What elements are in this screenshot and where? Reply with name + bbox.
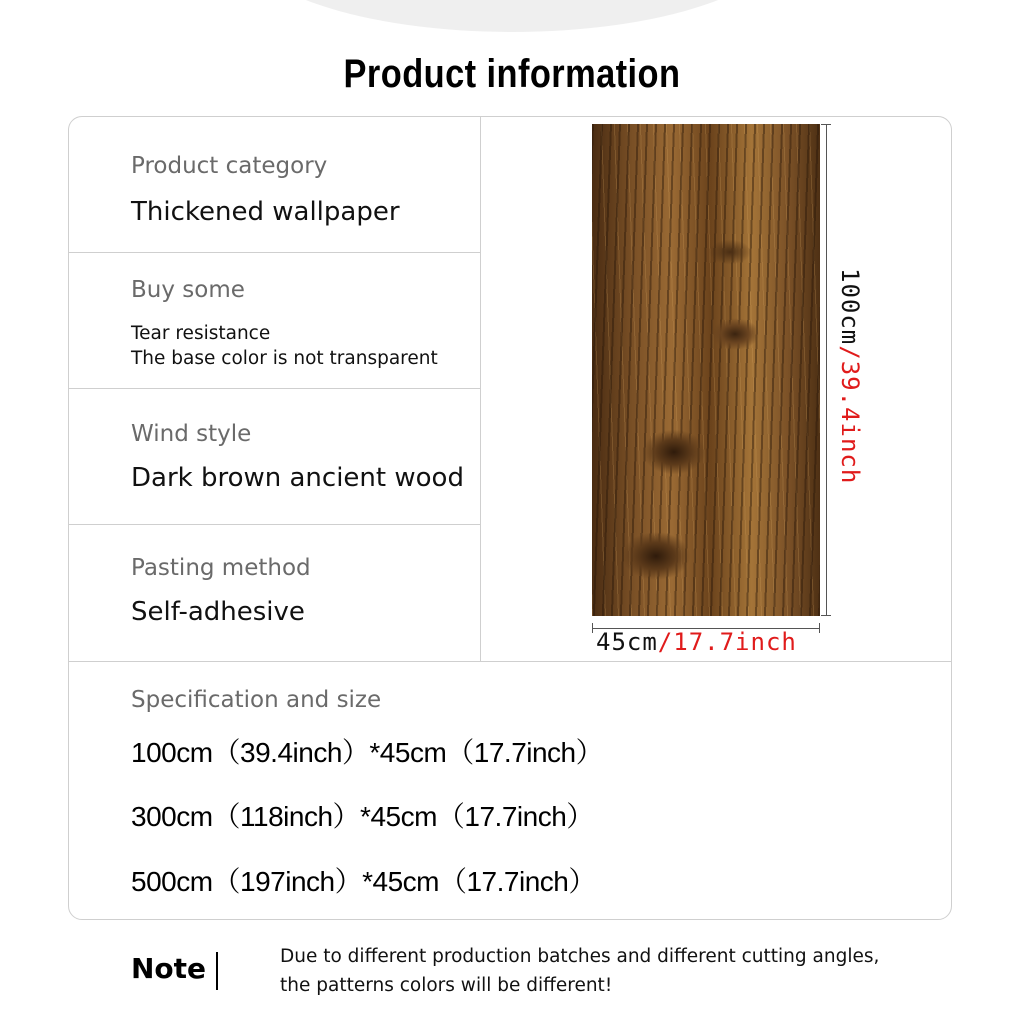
- buy-some-line-1: Tear resistance: [131, 323, 271, 344]
- width-dimension-label: [596, 628, 797, 656]
- wind-style-label: Wind style: [131, 421, 252, 447]
- height-dimension-line: [826, 124, 827, 616]
- wood-texture-sample-image: [592, 124, 820, 616]
- note-divider: [216, 952, 218, 990]
- product-category-value: Thickened wallpaper: [131, 197, 400, 227]
- cell-wind-style: [69, 389, 481, 525]
- width-dimension-tick-left: [592, 623, 593, 633]
- height-dimension-label: [828, 268, 864, 518]
- pasting-method-value: Self-adhesive: [131, 597, 305, 627]
- cell-product-category: [69, 117, 481, 253]
- height-cm: 100cm: [836, 268, 864, 346]
- cell-pasting-method: [69, 525, 481, 662]
- height-separator: /: [836, 345, 864, 361]
- note-label: Note: [131, 952, 207, 985]
- wind-style-value: Dark brown ancient wood: [131, 463, 464, 493]
- product-category-label: Product category: [131, 153, 328, 179]
- note-line-2: the patterns colors will be different!: [280, 975, 613, 996]
- width-cm: 45cm: [596, 628, 658, 656]
- page-title: Product information: [343, 52, 681, 96]
- note-text: [280, 942, 879, 1000]
- width-dimension-tick-right: [819, 623, 820, 633]
- spec-size-label: Specification and size: [131, 687, 382, 713]
- buy-some-label: Buy some: [131, 277, 245, 303]
- cell-buy-some: [69, 253, 481, 389]
- top-decorative-arc: [240, 0, 784, 32]
- width-separator: /: [657, 628, 674, 656]
- pasting-method-label: Pasting method: [131, 555, 311, 581]
- width-inch: 17.7inch: [673, 628, 797, 656]
- height-dimension-tick-bottom: [821, 615, 831, 616]
- buy-some-line-2: The base color is not transparent: [131, 348, 438, 369]
- spec-row-100: 100cm（39.4inch）*45cm（17.7inch）: [131, 737, 604, 768]
- height-inch: 39.4inch: [836, 360, 864, 485]
- note-line-1: Due to different production batches and different cutting angles,: [280, 946, 880, 967]
- height-dimension-tick-top: [821, 124, 831, 125]
- spec-row-500: 500cm（197inch）*45cm（17.7inch）: [131, 866, 596, 897]
- spec-row-300: 300cm（118inch）*45cm（17.7inch）: [131, 801, 594, 832]
